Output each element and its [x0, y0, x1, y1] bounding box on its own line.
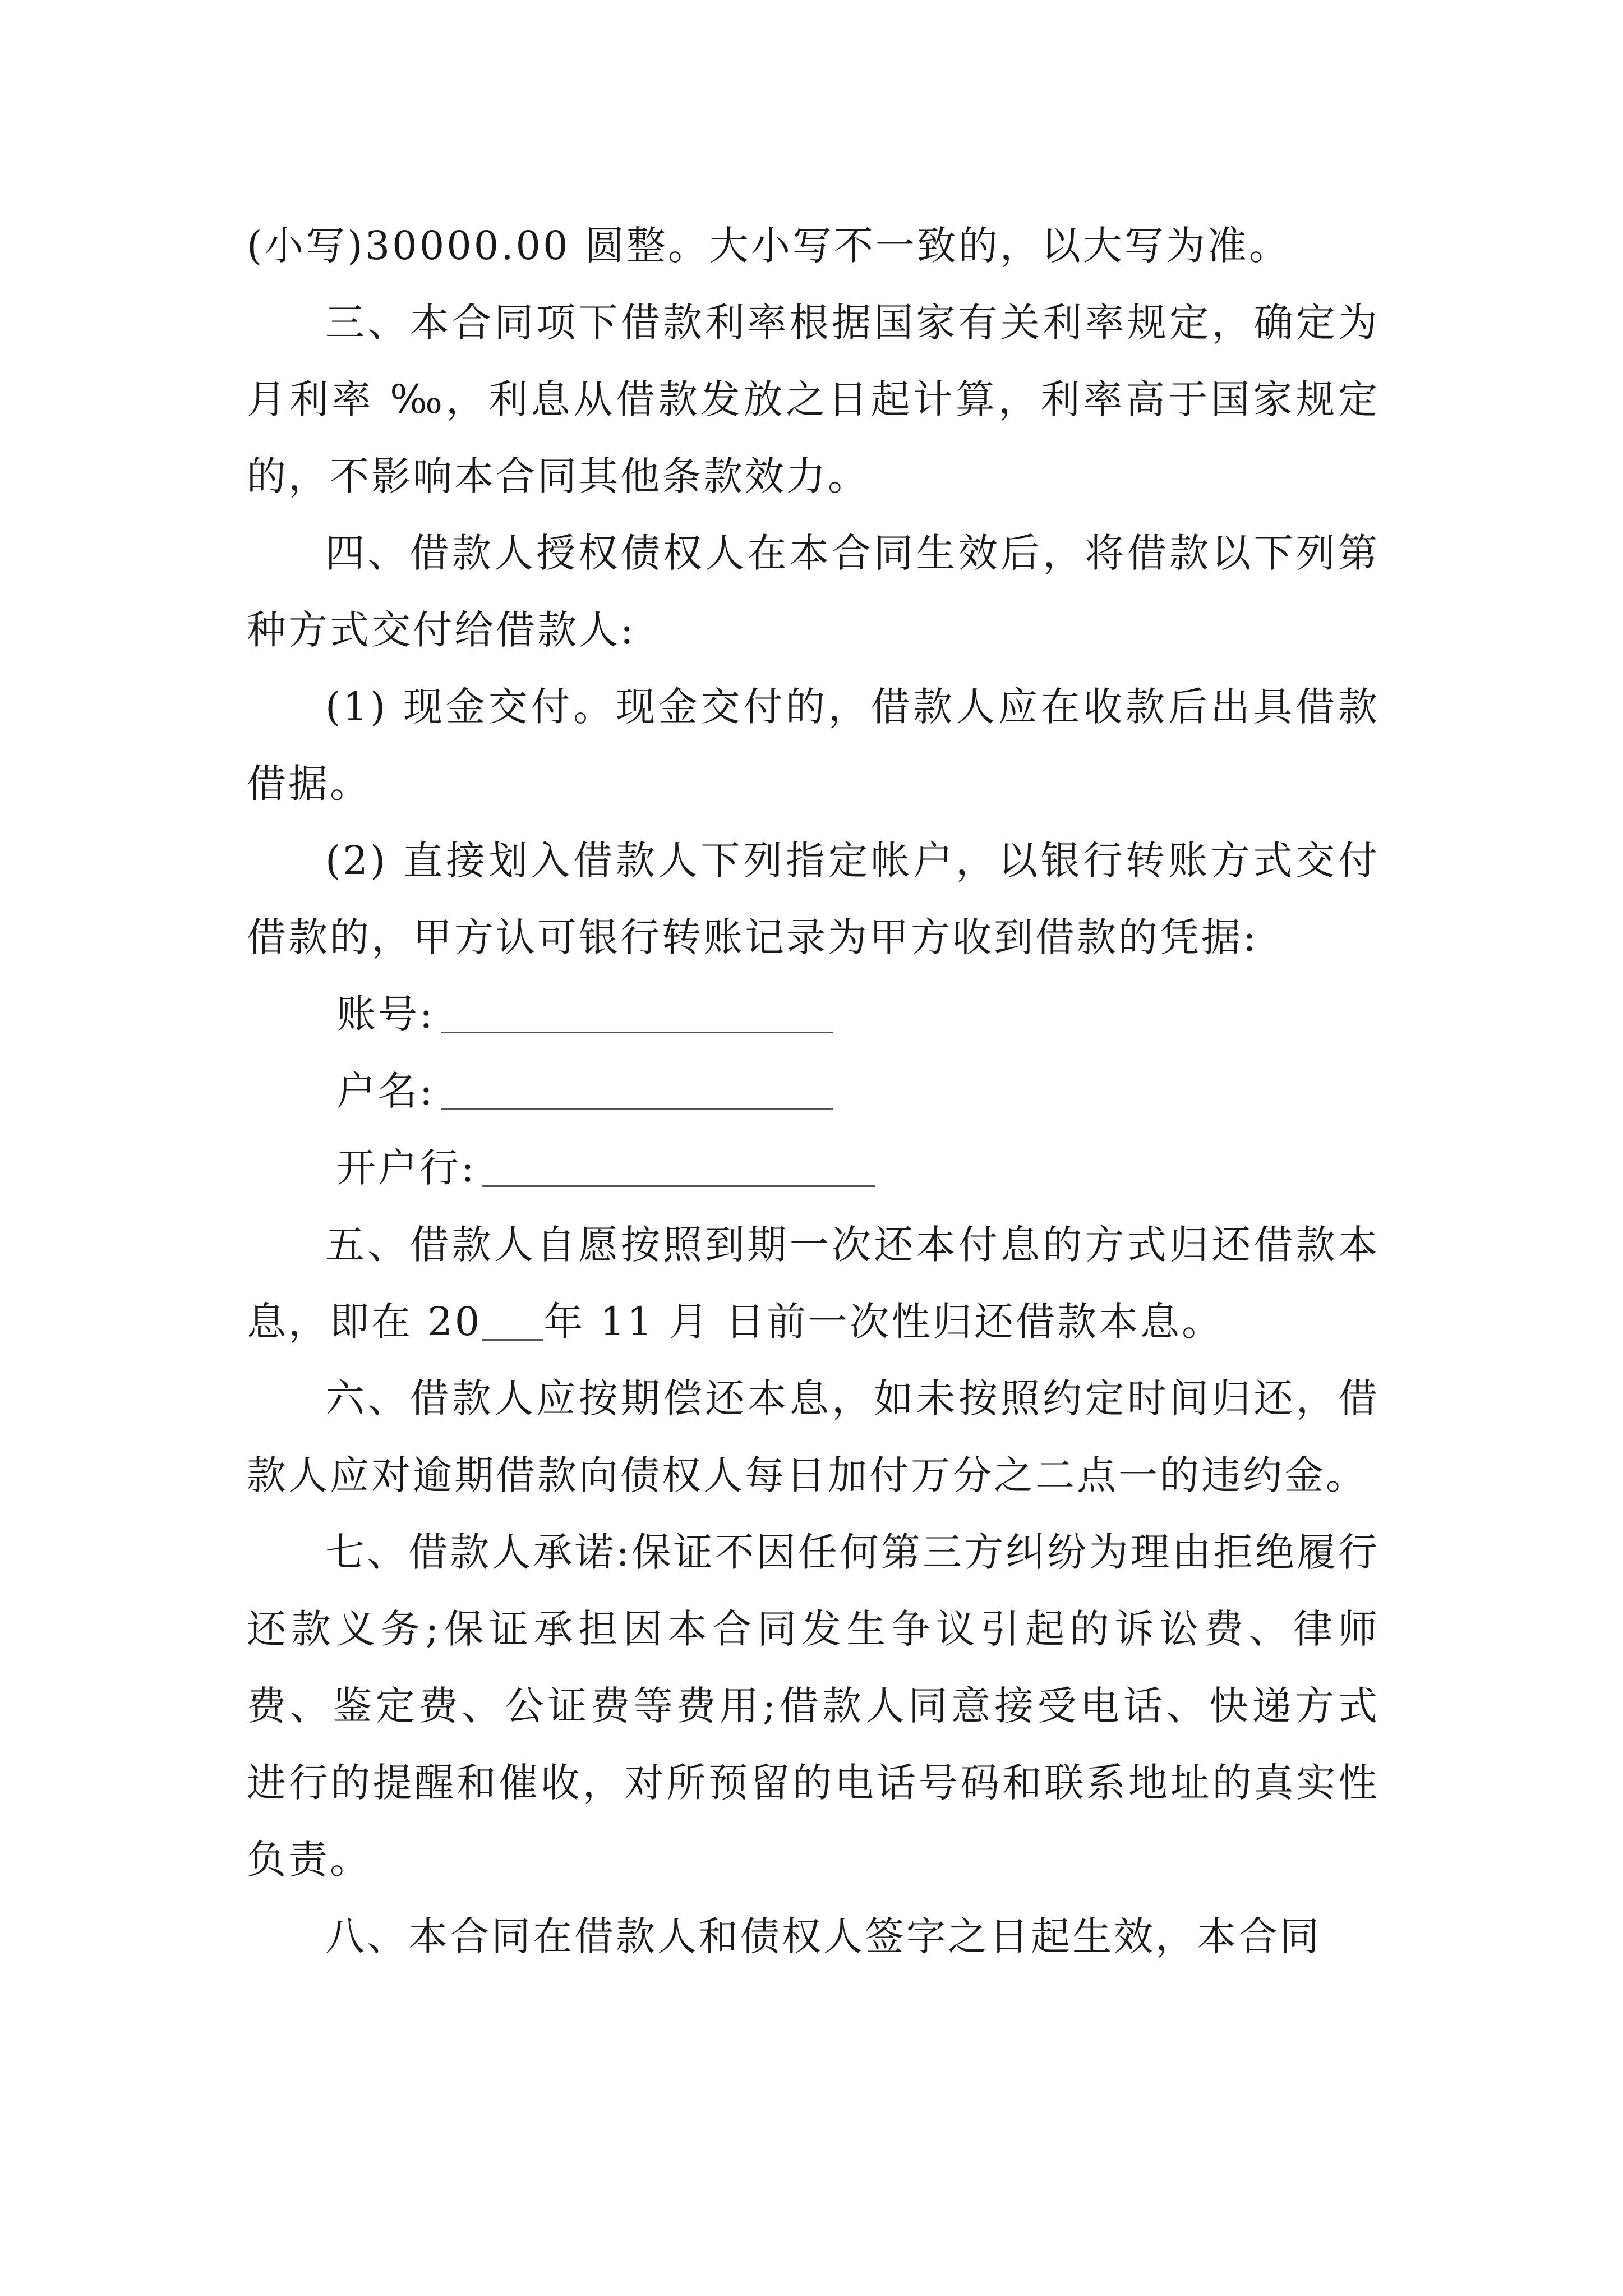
account-number-field: [247, 976, 1380, 1053]
year-blank: [482, 1305, 543, 1341]
paragraph-clause-7: 七、借款人承诺:保证不因任何第三方纠纷为理由拒绝履行还款义务;保证承担因本合同发生争议引起的诉讼费、律师费、鉴定费、公证费等费用;借款人同意接受电话、快递方式进行的提醒和催收，对所预留的电话号码和联系地址的真实性负责。: [247, 1529, 1380, 1883]
account-number-label: 账号:: [336, 991, 435, 1037]
clause-5-text-after: 年 11 月 日前一次性归还借款本息。: [543, 1299, 1224, 1345]
bank-label: 开户行:: [336, 1145, 477, 1191]
paragraph-clause-5: [247, 1207, 1380, 1360]
bank-blank: [482, 1152, 875, 1187]
document-body: [247, 208, 1380, 1975]
account-number-blank: [441, 998, 833, 1033]
account-name-field: [247, 1053, 1380, 1130]
paragraph-amount: (小写)30000.00 圆整。大小写不一致的，以大写为准。: [247, 223, 1290, 269]
paragraph-clause-6: 六、借款人应按期偿还本息，如未按照约定时间归还，借款人应对逾期借款向债权人每日加付万分之二点一的违约金。: [247, 1375, 1380, 1498]
account-name-blank: [441, 1075, 833, 1110]
bank-field: [247, 1130, 1380, 1207]
paragraph-clause-3: 三、本合同项下借款利率根据国家有关利率规定，确定为月利率 ‰，利息从借款发放之日起计算，利率高于国家规定的，不影响本合同其他条款效力。: [247, 300, 1380, 499]
paragraph-option-2: (2) 直接划入借款人下列指定帐户，以银行转账方式交付借款的，甲方认可银行转账记录为甲方收到借款的凭据:: [247, 838, 1380, 960]
paragraph-option-1: (1) 现金交付。现金交付的，借款人应在收款后出具借款借据。: [247, 684, 1380, 807]
paragraph-clause-8: 八、本合同在借款人和债权人签字之日起生效，本合同: [325, 1913, 1321, 1959]
paragraph-clause-4: 四、借款人授权债权人在本合同生效后，将借款以下列第 种方式交付给借款人:: [247, 530, 1380, 653]
account-name-label: 户名:: [336, 1068, 435, 1114]
clause-5-text-before: 五、借款人自愿按照到期一次还本付息的方式归还借款本息，即在 20: [247, 1222, 1380, 1345]
